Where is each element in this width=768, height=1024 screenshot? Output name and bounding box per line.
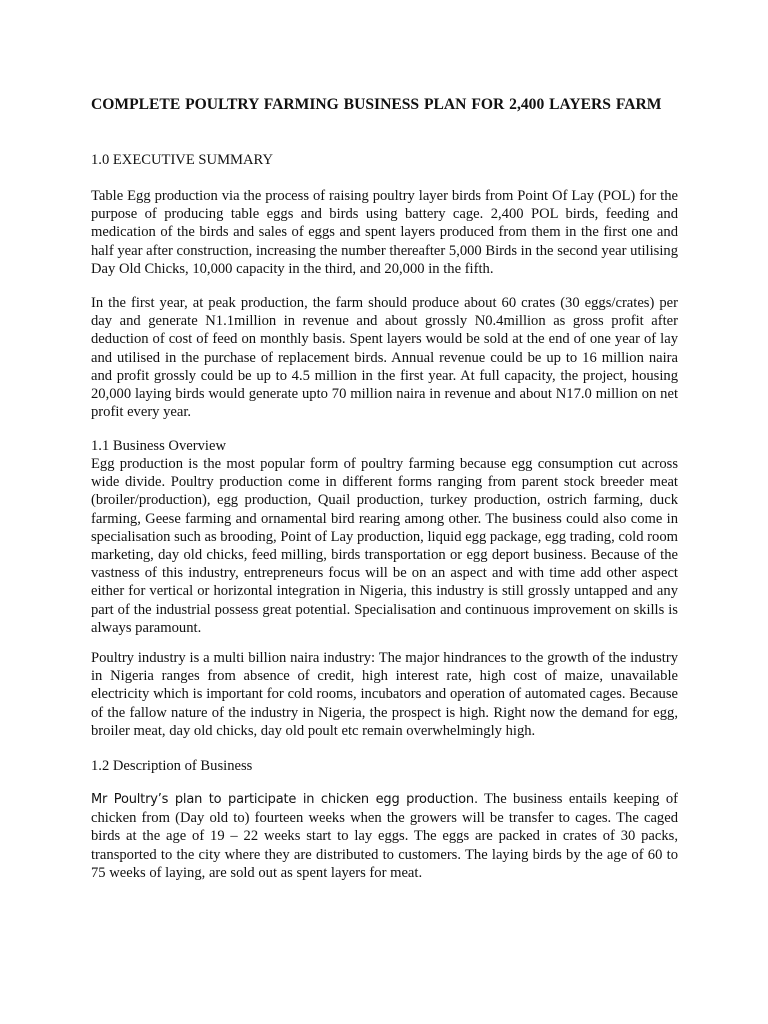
section-heading-executive-summary: 1.0 EXECUTIVE SUMMARY [91,152,274,168]
description-lead-sentence: Mr Poultry’s plan to participate in chicken egg production. [91,792,478,807]
document-title: COMPLETE POULTRY FARMING BUSINESS PLAN FOR 2,400 LAYERS FARM [91,96,662,113]
executive-summary-paragraph-1: Table Egg production via the process of raising poultry layer birds from Point Of Lay (POL) for the purpose of producing table eggs and birds using battery cage. 2,400 POL birds, feeding and medication of the birds and sales of eggs and spent layers produced from them in the first one and half year after construction, increasing the number thereafter 5,000 Birds in the second year utilising Day Old Chicks, 10,000 capacity in the third, and 20,000 in the fifth. [91,188,678,277]
section-heading-business-overview: 1.1 Business Overview [91,438,226,454]
business-overview-paragraph-1: Egg production is the most popular form of poultry farming because egg consumption cut across wide divide. Poultry production come in different forms ranging from parent stock breeder meat (broiler/production), egg production, Quail production, turkey production, ostrich farming, duck farming, Geese farming and ornamental bird rearing among other. The business could also come in specialisation such as brooding, Point of Lay production, liquid egg package, egg trading, cold room marketing, day old chicks, feed milling, birds transportation or egg deport business. Because of the vastness of this industry, entrepreneurs focus will be on an aspect and with time add other aspect either for vertical or horizontal integration in Nigeria, this industry is still grossly untapped and any part of the industrial possess great potential. Specialisation and continuous improvement on skills is always paramount. [91,456,678,636]
description-of-business-paragraph [91,790,678,882]
business-overview-paragraph-2: Poultry industry is a multi billion naira industry: The major hindrances to the growth of the industry in Nigeria ranges from absence of credit, high interest rate, high cost of maize, unavailable electricity which is important for cold rooms, incubators and operation of automated cages. Because of the fallow nature of the industry in Nigeria, the prospect is high. Right now the demand for egg, broiler meat, day old chicks, day old poult etc remain overwhelmingly high. [91,650,678,739]
section-heading-description-of-business: 1.2 Description of Business [91,758,253,774]
executive-summary-paragraph-2: In the first year, at peak production, the farm should produce about 60 crates (30 eggs/crates) per day and generate N1.1million in revenue and about grossly N0.4million as gross profit after deduction of cost of feed on monthly basis. Spent layers would be sold at the end of one year of lay and utilised in the purchase of replacement birds. Annual revenue could be up to 16 million naira and profit grossly could be up to 4.5 million in the first year. At full capacity, the project, housing 20,000 laying birds would generate upto 70 million naira in revenue and about N17.0 million on net profit every year. [91,295,678,421]
description-body-text: The business entails keeping of chicken from (Day old to) fourteen weeks when the growers will be transfer to cages. The caged birds at the age of 19 – 22 weeks start to lay eggs. The eggs are packed in crates of 30 packs, transported to the city where they are distributed to customers. The laying birds by the age of 60 to 75 weeks of laying, are sold out as spent layers for meat. [91,791,678,881]
